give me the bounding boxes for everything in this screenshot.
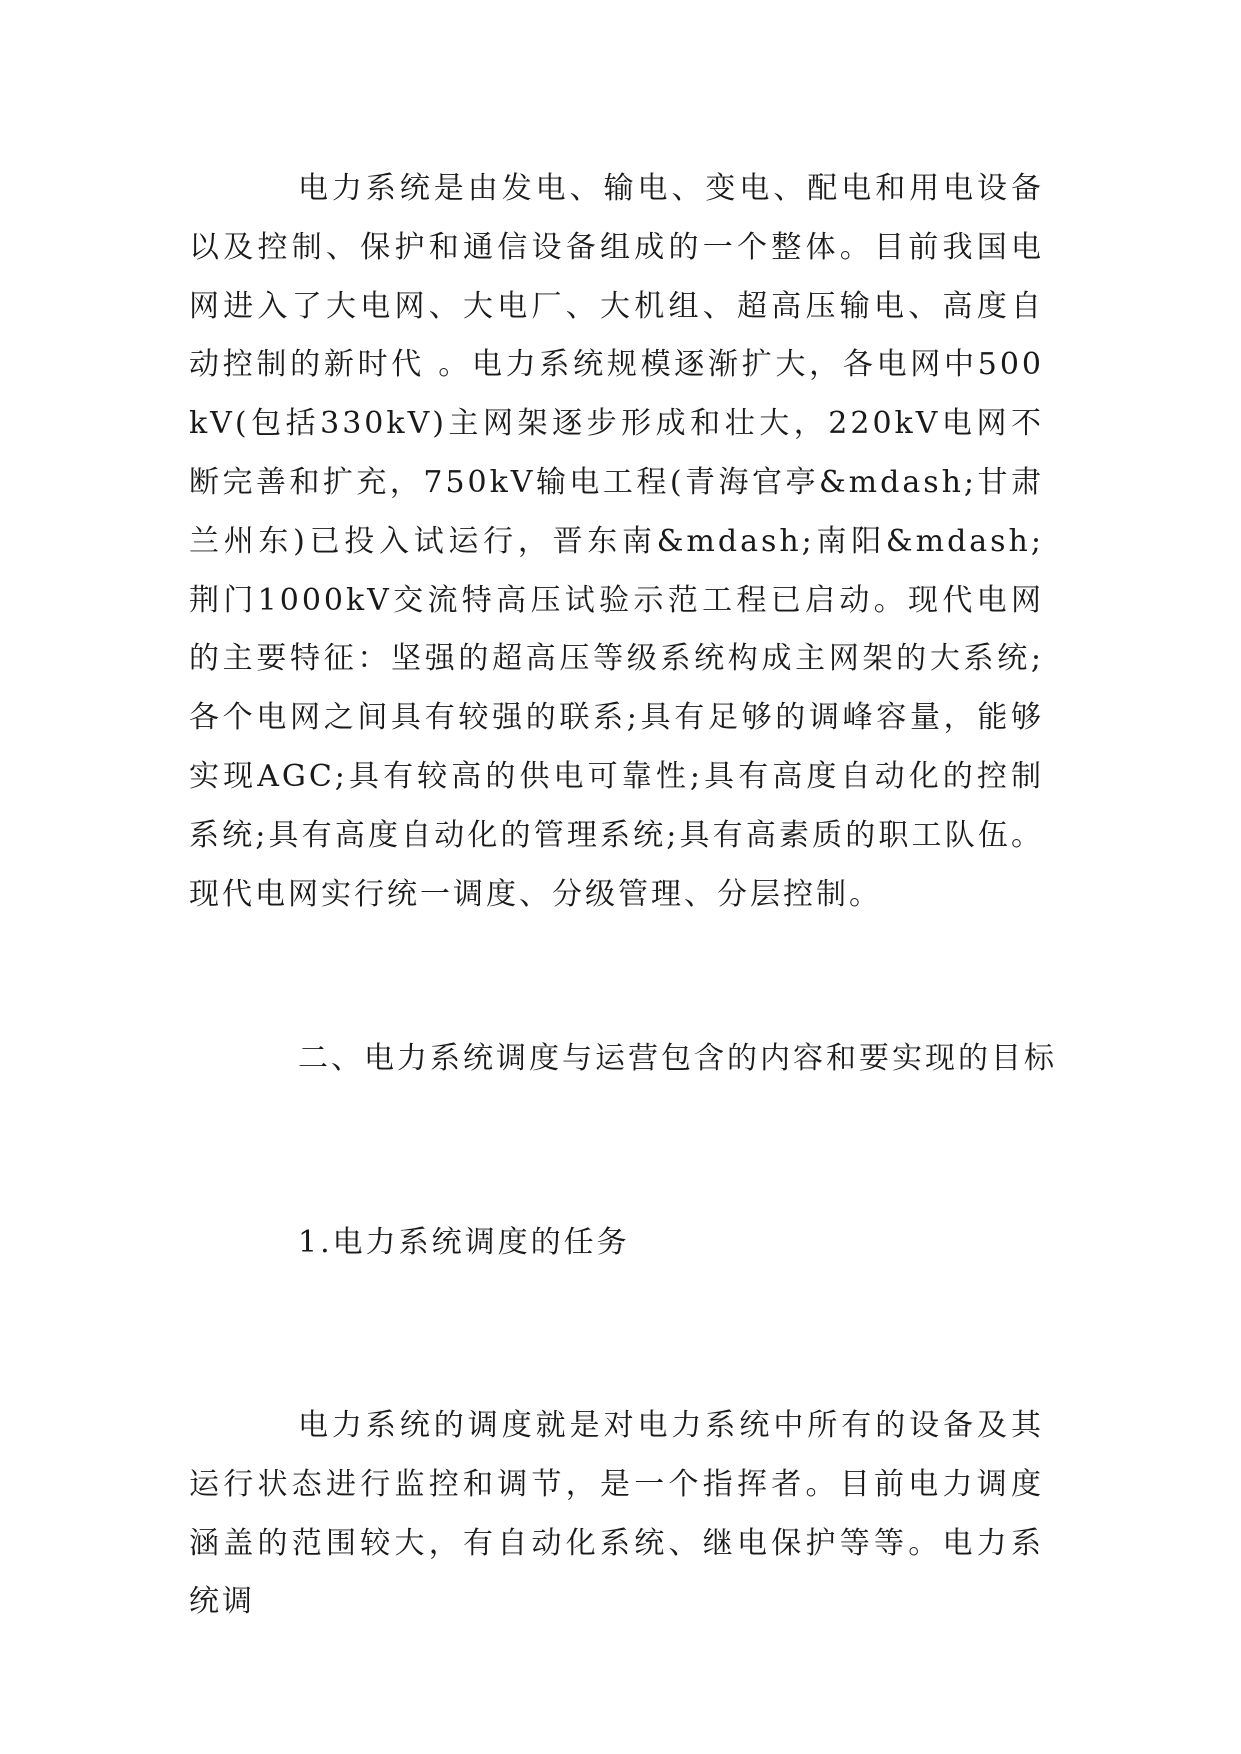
body-paragraph: 电力系统的调度就是对电力系统中所有的设备及其运行状态进行监控和调节，是一个指挥者。目前电力调度涵盖的范围较大，有自动化系统、继电保护等等。电力系统调 — [189, 1408, 1044, 1620]
subsection-heading: 1.电力系统调度的任务 — [298, 1225, 630, 1260]
section-heading: 二、电力系统调度与运营包含的内容和要实现的目标 — [298, 1041, 1057, 1076]
body-paragraph: 电力系统是由发电、输电、变电、配电和用电设备以及控制、保护和通信设备组成的一个整体。目前我国电网进入了大电网、大电厂、大机组、超高压输电、高度自动控制的新时代 。电力系统规模逐渐扩大，各电网中500kV(包括330kV)主网架逐步形成和壮大，220kV电网不断完善和扩充，750kV输电工程(青海官亭&mdash;甘肃兰州东)已投入试运行，晋东南&mdash;南阳&mdash;荆门1000kV交流特高压试验示范工程已启动。现代电网的主要特征：坚强的超高压等级系统构成主网架的大系统;各个电网之间具有较强的联系;具有足够的调峰容量，能够实现AGC;具有较高的供电可靠性;具有高度自动化的控制系统;具有高度自动化的管理系统;具有高素质的职工队伍。现代电网实行统一调度、分级管理、分层控制。 — [189, 171, 1044, 912]
